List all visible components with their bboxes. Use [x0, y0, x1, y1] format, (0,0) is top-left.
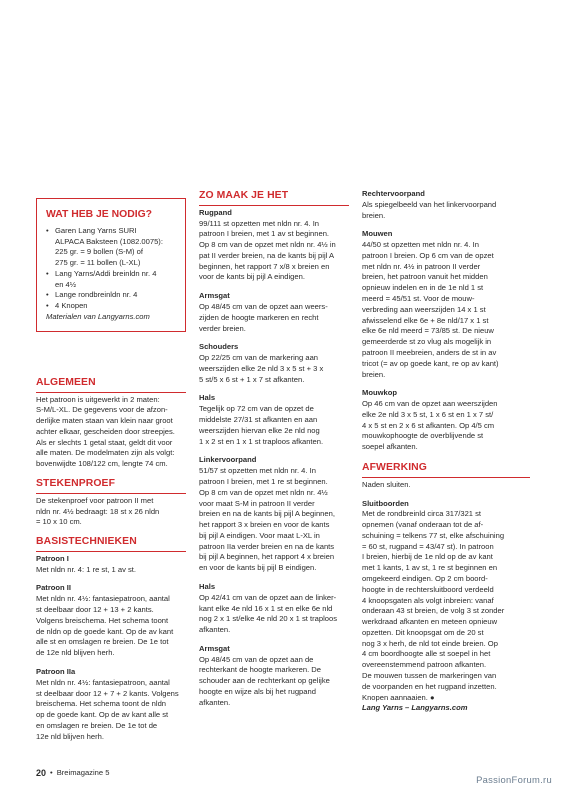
patroon-ii-label: Patroon II [36, 583, 72, 593]
afwerking-section [362, 461, 530, 714]
hals-voorpand-label: Hals [199, 581, 216, 591]
afwerking-intro: Naden sluiten. [362, 479, 411, 489]
stekenproef-text: De stekenproef voor patroon II met nldn nr. 4½ bedraagt: 18 st x 26 nldn = 10 x 10 cm. [36, 495, 160, 527]
rugpand-label: Rugpand [199, 207, 232, 217]
right-column [362, 189, 530, 721]
page-footer [36, 767, 109, 780]
materials-list [46, 226, 179, 312]
linkervoorpand-text: 51/57 st opzetten met nldn nr. 4. In patroon I breien, met 1 re st beginnen. Op 8 cm van de opzet met nldn nr. 4½ voor maat S-M in patroon II verder breien en na de kants bij pijl A beginnen, het rapport 3 x breien en voor de kants bij pijl A eindigen. Voor maat L-XL in patroon IIa verder breien en na de kants bij pijl A beginnen, het rapport 4 x breien en voor de kants bij pijl B eindigen. [199, 466, 335, 573]
algemeen-text: Het patroon is uitgewerkt in 2 maten: S-M/L-XL. De gegevens voor de afzon- derlijke maten staan van klein naar groot achter elkaar, gescheiden door streepjes. Als er slechts 1 getal staat, geldt dit voor alle maten. De modelmaten zijn als volgt: bovenwijdte 108/122 cm, lengte 74 cm. [36, 394, 175, 469]
rechtervoorpand-text: Als spiegelbeeld van het linkervoorpand breien. [362, 199, 497, 220]
schouders-text: Op 22/25 cm van de markering aan weerszijden elke 2e nld 3 x 5 st + 3 x 5 st/5 x 6 st + 1 x 7 st afkanten. [199, 353, 324, 384]
algemeen-section [36, 376, 186, 470]
patroon-ii-text: Met nldn nr. 4½: fantasiepatroon, aantal st deelbaar door 12 + 13 + 2 kants. Volgens breischema. Het schema toont de nldn op de goede kant. Op de av kant alle st en omslagen re breien. De 1e tot de 12e nld blijven herh. [36, 594, 174, 658]
rechtervoorpand-label: Rechtervoorpand [362, 189, 425, 198]
hals-voorpand-text: Op 42/41 cm van de opzet aan de linker- kant elke 4e nld 16 x 1 st en elke 6e nld nog 2 x 1 st/elke 4e nld 20 x 1 st traploos afkanten. [199, 592, 338, 635]
mouwkop-text: Op 46 cm van de opzet aan weerszijden elke 2e nld 3 x 5 st, 1 x 6 st en 1 x 7 st/ 4 x 5 st en 2 x 6 st afkanten. Op 4/5 cm mouwkophoogte de overblijvende st soepel afkanten. [362, 399, 498, 452]
materials-item: • Garen Lang Yarns SURI ALPACA Baksteen (1082.0075): 225 gr. = 9 bollen (S-M) of 275 gr. = 11 bollen (L-XL) [46, 226, 179, 269]
armsgat-text: Op 48/45 cm van de opzet aan weers- zijden de hoogte markeren en recht verder breien. [199, 302, 328, 333]
sluitboorden-text: Met de rondbreinld circa 317/321 st opnemen (vanaf onderaan tot de af- schuining = telkens 77 st, elke afschuining = 60 st, rugpand = 43/47 st). In patroon I breien, hierbij de 1e nld op de av kant met 1 kants, 1 av st, 1 re st beginnen en omgekeerd eindigen. Op 2 cm boord- hoogte in de rechtersluitboord verdeeld 4 knoopsgaten als volgt inbreien: vanaf onderaan 43 st breien, de volg 3 st zonder werkdraad afkanten en meteen opnieuw opzetten. Dit knoopsgat om de 20 st nog 3 x herh, de nld tot einde breien. Op 4 cm boordhoogte alle st soepel in het overeenstemmend patroon afkanten. De mouwen tussen de markeringen van de voorpanden en het rugpand inzetten. Knopen aannaaien. ● [362, 509, 505, 702]
materials-source: Materialen van Langyarns.com [46, 312, 150, 322]
armsgat-voorpand-text: Op 48/45 cm van de opzet aan de rechterkant de hoogte markeren. De schouder aan de rechterkant op gelijke hoogte en wijze als bij het rugpand afkanten. [199, 654, 330, 707]
patroon-iia-text: Met nldn nr. 4½: fantasiepatroon, aantal st deelbaar door 12 + 7 + 2 kants. Volgens breischema. Het schema toont de nldn op de goede kant. Op de av kant alle st en omslagen re breien. De 1e tot de 12e nld blijven herh. [36, 677, 179, 741]
materials-item: • 4 Knopen [46, 301, 179, 312]
rugpand-text: 99/111 st opzetten met nldn nr. 4. In patroon I breien, met 1 av st beginnen. Op 8 cm van de opzet met nldn nr. 4½ in pat II verder breien, na de kants bij pijl A beginnen, het rapport 7 x/8 x breien en voor de kants bij pijl A eindigen. [199, 218, 336, 282]
magazine-name: Breimagazine 5 [56, 767, 110, 777]
materials-item: • Lang Yarns/Addi breinldn nr. 4 en 4½ [46, 269, 179, 291]
sluitboorden-label: Sluitboorden [362, 498, 409, 508]
schouders-label: Schouders [199, 342, 239, 352]
mouwen-label: Mouwen [362, 229, 393, 239]
watermark: PassionForum.ru [476, 774, 552, 785]
patroon-iia-label: Patroon IIa [36, 666, 76, 676]
instructions-heading: ZO MAAK JE HET [199, 189, 349, 206]
linkervoorpand-label: Linkervoorpand [199, 455, 257, 465]
patroon-i-text: Met nldn nr. 4: 1 re st, 1 av st. [36, 564, 137, 574]
algemeen-heading: ALGEMEEN [36, 376, 186, 393]
left-column [36, 198, 186, 749]
mouwen-text: 44/50 st opzetten met nldn nr. 4. In patroon I breien. Op 6 cm van de opzet met nldn nr. 4½ in patroon II verder breien, het patroon vanuit het midden opnieuw indelen en in de 1e nld 1 st meerd = 45/51 st. Voor de mouw- verbreding aan weerszijden 14 x 1 st afwisselend elke 6e + 8e nld/17 x 1 st elke 6e nld meerd = 73/85 st. De nieuw gemeerderde st zo vlug als mogelijk in patroon II meebreien, anders de st in av tricot (= av op goede kant, re op av kant) breien. [362, 240, 499, 379]
afwerking-heading: AFWERKING [362, 461, 530, 478]
armsgat-label: Armsgat [199, 291, 230, 301]
signature: Lang Yarns – Langyarns.com [362, 703, 468, 713]
stekenproef-section [36, 477, 186, 528]
stekenproef-heading: STEKENPROEF [36, 477, 186, 494]
mouwkop-label: Mouwkop [362, 388, 398, 398]
materials-box [36, 198, 186, 332]
materials-title: WAT HEB JE NODIG? [46, 209, 153, 220]
footer-bullet: • [50, 767, 53, 777]
page-number: 20 [36, 768, 47, 778]
materials-item: • Lange rondbreinldn nr. 4 [46, 290, 179, 301]
middle-column [199, 189, 349, 709]
hals-text: Tegelijk op 72 cm van de opzet de middelste 27/31 st afkanten en aan weerszijden hiervan elke 2e nld nog 1 x 2 st en 1 x 1 st traploos afkanten. [199, 404, 324, 446]
basistechnieken-section [36, 535, 186, 742]
hals-label: Hals [199, 393, 216, 403]
patroon-i-label: Patroon I [36, 553, 69, 563]
armsgat-voorpand-label: Armsgat [199, 643, 230, 653]
basistechnieken-heading: BASISTECHNIEKEN [36, 535, 186, 552]
